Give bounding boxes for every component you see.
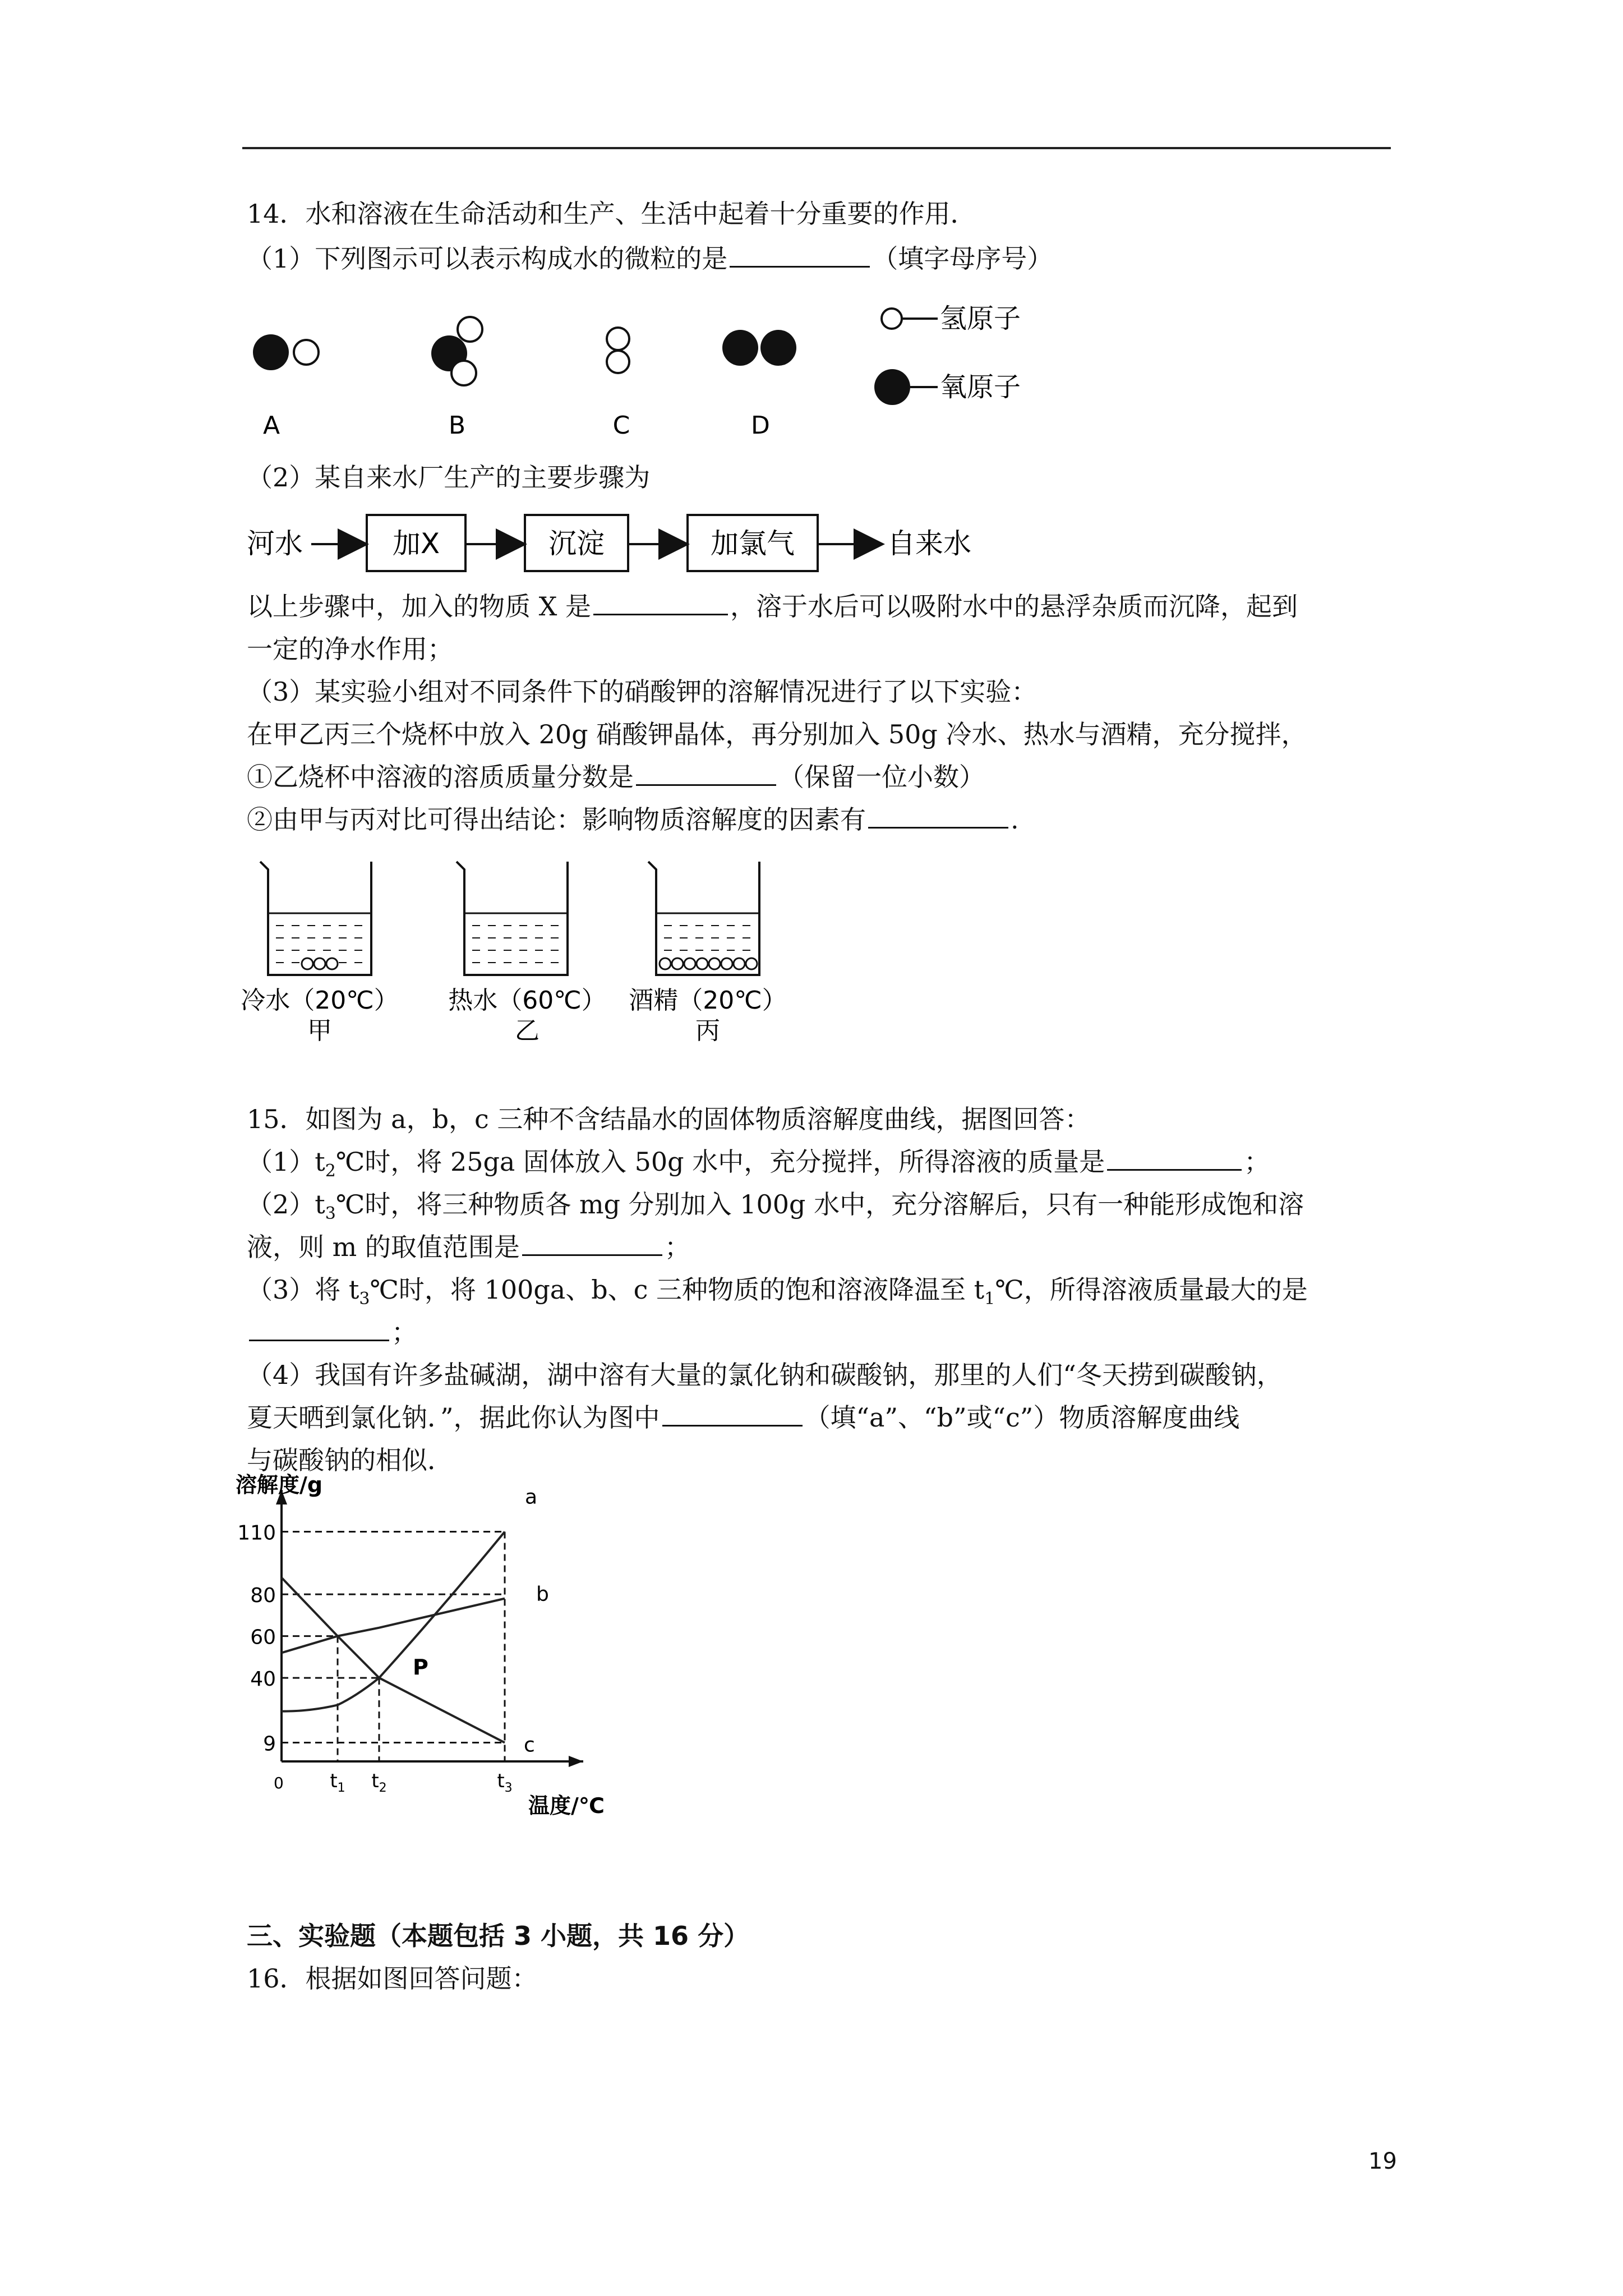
flow-settle: 沉淀 <box>548 527 605 560</box>
beaker-name-0: 甲 <box>307 1016 332 1045</box>
q15-p3b: ℃时，将 100ga、b、c 三种物质的饱和溶液降温至 t <box>370 1274 985 1305</box>
beaker-name-2: 丙 <box>695 1016 720 1045</box>
x-axis-label: 温度/℃ <box>528 1793 605 1818</box>
q15-part4a: （4）我国有许多盐碱湖，湖中溶有大量的氯化钠和碳酸钠，那里的人们“冬天捞到碳酸钠， <box>247 1360 1283 1390</box>
q14-part2-text-a: 以上步骤中，加入的物质 X 是 <box>247 591 591 622</box>
q14-part3-1-text: ①乙烧杯中溶液的溶质质量分数是 <box>247 762 634 792</box>
series-line-c <box>282 1577 505 1742</box>
q14-part3-2-text: ②由甲与丙对比可得出结论：影响物质溶解度的因素有 <box>247 804 866 835</box>
y-tick-label: 110 <box>237 1521 276 1545</box>
x-tick-label: $t_2$ <box>371 1770 387 1795</box>
series-label-b: b <box>536 1582 549 1606</box>
beaker-cond-0: 冷水（20℃） <box>241 986 399 1015</box>
legend-oxygen-label: 氧原子 <box>940 371 1021 403</box>
q14-part2-text-c: 一定的净水作用； <box>247 634 453 664</box>
y-tick-label: 9 <box>263 1732 276 1756</box>
legend-hydrogen-label: 氢原子 <box>940 303 1021 334</box>
q15-p2a: （2）t <box>247 1189 325 1220</box>
q15-p3sub: 3 <box>359 1289 370 1309</box>
q15-p1a: （1）t <box>247 1147 325 1177</box>
page-number: 19 <box>1368 2148 1397 2174</box>
x-tick-label: $t_1$ <box>330 1770 345 1795</box>
q14-part3-2-end: . <box>1011 804 1019 835</box>
flow-add-x: 加X <box>392 527 440 560</box>
molecule-label-d: D <box>751 411 770 440</box>
y-tick-label: 80 <box>250 1584 276 1608</box>
q15-p1b: ℃时，将 25ga 固体放入 50g 水中，充分搅拌，所得溶液的质量是 <box>335 1147 1105 1177</box>
q14-part3-1-hint: （保留一位小数） <box>778 762 985 792</box>
q15-part4d: 与碳酸钠的相似． <box>247 1445 453 1475</box>
molecule-label-c: C <box>612 411 630 440</box>
y-tick-label: 60 <box>250 1626 276 1649</box>
q15-title: 15．如图为 a，b，c 三种不含结晶水的固体物质溶解度曲线，据图回答： <box>247 1104 1091 1134</box>
q15-p4b: 夏天晒到氯化钠．”，据此你认为图中 <box>247 1402 660 1433</box>
q15-p1sub: 2 <box>325 1161 336 1181</box>
flow-river-water: 河水 <box>247 527 303 560</box>
q14-part3-desc: 在甲乙丙三个烧杯中放入 20g 硝酸钾晶体，再分别加入 50g 冷水、热水与酒精，充分搅拌， <box>247 719 1307 749</box>
q15-p1c: ； <box>1244 1147 1270 1177</box>
q14-part2-text-b: ，溶于水后可以吸附水中的悬浮杂质而沉降，起到 <box>730 591 1298 622</box>
q15-p2b: ℃时，将三种物质各 mg 分别加入 100g 水中，充分溶解后，只有一种能形成饱和溶 <box>335 1189 1304 1220</box>
series-label-a: a <box>525 1485 538 1509</box>
q15-p4c: （填“a”、“b”或“c”）物质溶解度曲线 <box>804 1402 1240 1433</box>
q15-p2c: 液，则 m 的取值范围是 <box>247 1232 520 1262</box>
q15-p3d: ； <box>391 1317 417 1347</box>
q15-p3a: （3）将 t <box>247 1274 359 1305</box>
q15-p3c: ℃，所得溶液质量最大的是 <box>995 1274 1308 1305</box>
q14-part1-hint: （填字母序号） <box>872 243 1053 274</box>
q16-title: 16．根据如图回答问题： <box>247 1963 538 1994</box>
series-label-c: c <box>524 1733 535 1757</box>
q14-part2: （2）某自来水厂生产的主要步骤为 <box>247 462 651 493</box>
q15-p2sub: 3 <box>325 1204 336 1224</box>
point-p-label: P <box>413 1655 428 1680</box>
flow-chlorine: 加氯气 <box>711 527 795 560</box>
flow-tap-water: 自来水 <box>887 527 971 560</box>
beaker-cond-2: 酒精（20℃） <box>629 986 787 1015</box>
q15-p3sub2: 1 <box>984 1289 995 1309</box>
molecule-label-a: A <box>262 411 280 440</box>
origin-label: 0 <box>274 1774 284 1792</box>
q14-part3: （3）某实验小组对不同条件下的硝酸钾的溶解情况进行了以下实验： <box>247 677 1038 707</box>
x-tick-label: $t_3$ <box>497 1770 513 1795</box>
beaker-cond-1: 热水（60℃） <box>448 986 606 1015</box>
section3-title: 三、实验题（本题包括 3 小题，共 16 分） <box>247 1921 750 1951</box>
series-line-b <box>282 1599 505 1653</box>
q14-title: 14．水和溶液在生命活动和生产、生活中起着十分重要的作用． <box>247 199 976 229</box>
q14-part1-text: （1）下列图示可以表示构成水的微粒的是 <box>247 243 728 274</box>
q15-p2d: ； <box>664 1232 690 1262</box>
molecule-label-b: B <box>448 411 466 440</box>
y-axis-label: 溶解度/g <box>236 1473 323 1497</box>
beaker-name-1: 乙 <box>515 1016 540 1045</box>
y-tick-label: 40 <box>250 1668 276 1691</box>
